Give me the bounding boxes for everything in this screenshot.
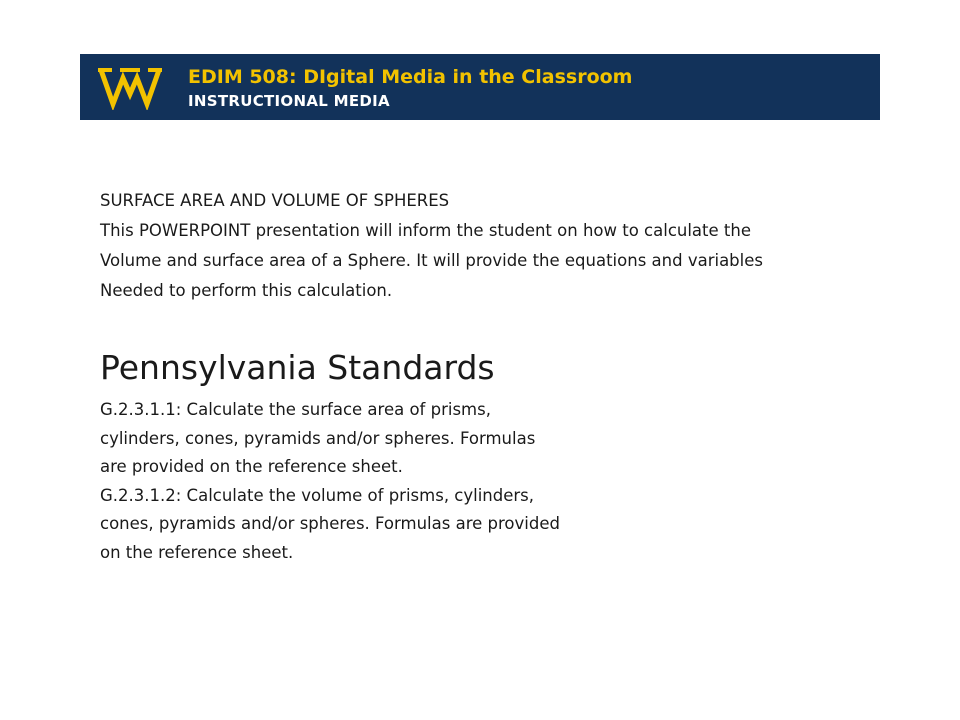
standards-heading: Pennsylvania Standards (100, 348, 495, 387)
intro-line: SURFACE AREA AND VOLUME OF SPHERES (100, 191, 450, 210)
course-title: EDIM 508: DIgital Media in the Classroom (188, 66, 633, 88)
intro-line: This POWERPOINT presentation will inform the student on how to calculate the (100, 221, 751, 240)
w-logo-icon (98, 64, 162, 110)
standards-line: G.2.3.1.1: Calculate the surface area of prisms, (100, 400, 491, 419)
standards-line: cylinders, cones, pyramids and/or spheres. Formulas (100, 428, 536, 448)
intro-line: Needed to perform this calculation. (100, 281, 393, 300)
standards-line: cones, pyramids and/or spheres. Formulas are provided (100, 514, 560, 533)
standards-line: are provided on the reference sheet. (100, 457, 403, 476)
standards-line: on the reference sheet. (100, 542, 294, 562)
course-subtitle: INSTRUCTIONAL MEDIA (188, 92, 390, 110)
standards-line: G.2.3.1.2: Calculate the volume of prisms, cylinders, (100, 485, 535, 505)
course-banner (80, 54, 880, 120)
standards-list (100, 396, 860, 567)
intro-text (100, 186, 900, 306)
intro-line: Volume and surface area of a Sphere. It will provide the equations and variables (100, 251, 763, 270)
